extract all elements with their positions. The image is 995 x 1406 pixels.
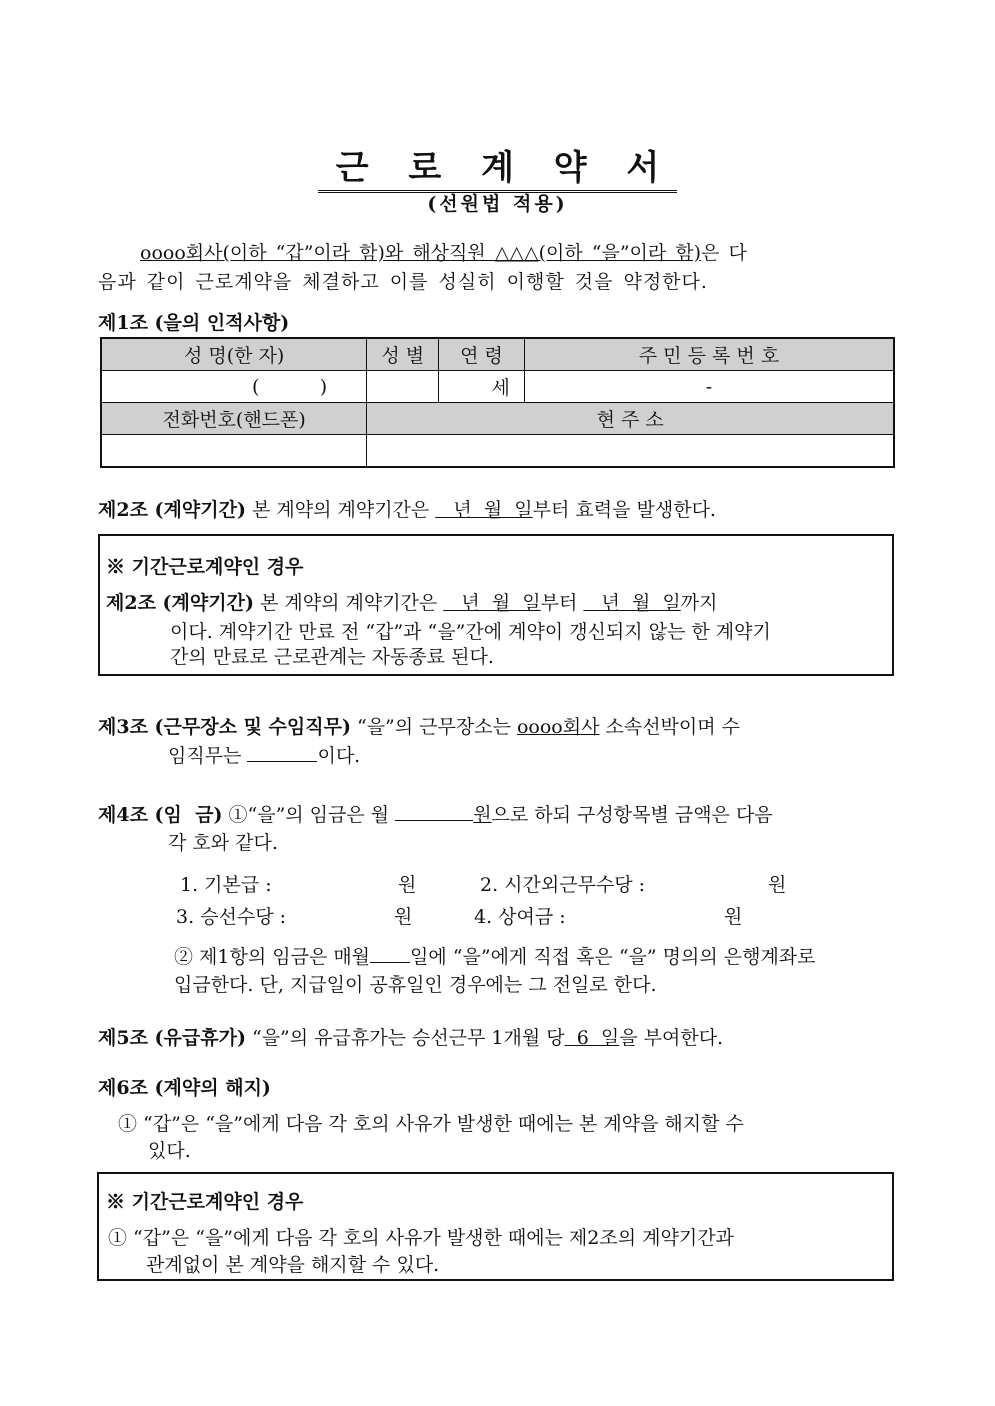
art4-line-1: 제4조 (임 금) ①“을”의 임금은 월 원으로 하되 구성항목별 금액은 다음 <box>98 804 773 826</box>
art5-days: 6 일 <box>564 1027 620 1049</box>
box1-end-blank: 년 월 일 <box>583 592 681 614</box>
header-name: 성 명(한 자) <box>101 338 367 371</box>
art2-label: 제2조 (계약기간) <box>98 499 246 521</box>
cell-address <box>367 435 894 468</box>
intro-parties: (이하 “갑”이라 함)와 해상직원 △△△(이하 “을”이라 함) <box>222 242 702 264</box>
art4-line-2: 각 호와 같다. <box>168 832 278 854</box>
art4-para2-line-2: 입금한다. 단, 지급일이 공휴일인 경우에는 그 전일로 한다. <box>174 974 657 996</box>
box1-start-blank: 년 월 일 <box>443 592 541 614</box>
header-resident-number: 주 민 등 록 번 호 <box>524 338 894 371</box>
art3-line-1: 제3조 (근무장소 및 수임직무) “을”의 근무장소는 oooo회사 소속선박이며 수 <box>98 716 741 738</box>
intro-line-1 <box>140 238 747 265</box>
art3-duty-blank <box>247 743 317 762</box>
wage-item-1: 1. 기본급 : <box>180 874 272 896</box>
payday-blank <box>370 944 410 963</box>
box1-line-3: 간의 만료로 근로관계는 자동종료 된다. <box>170 646 494 668</box>
art6-heading: 제6조 (계약의 해지) <box>98 1077 271 1099</box>
art4-wage-blank <box>395 802 473 821</box>
box1-line-1: 제2조 (계약기간) 본 계약의 계약기간은 년 월 일부터 년 월 일까지 <box>106 592 718 614</box>
box2-line-2: 관계없이 본 계약을 해지할 수 있다. <box>146 1254 440 1276</box>
cell-age: 세 <box>439 371 525 403</box>
intro-company: oooo회사 <box>140 242 223 264</box>
cell-gender <box>367 371 439 403</box>
wage-item-4: 4. 상여금 : <box>474 906 566 928</box>
header-age: 연 령 <box>439 338 525 371</box>
art4-para2-line-1: ② 제1항의 임금은 매월 일에 “을”에게 직접 혹은 “을” 명의의 은행계좌로 <box>174 946 816 968</box>
art5-line: 제5조 (유급휴가) “을”의 유급휴가는 승선근무 1개월 당 6 일을 부여한다. <box>98 1027 724 1049</box>
header-address: 현 주 소 <box>367 403 894 435</box>
wage-item-2: 2. 시간외근무수당 : <box>480 874 646 896</box>
personal-info-table <box>100 337 895 468</box>
document-subtitle: (선원법 적용) <box>427 193 568 215</box>
art2-date-blank: 년 월 일 <box>435 499 533 521</box>
art3-line-2: 임직무는 이다. <box>168 745 361 767</box>
art6-para1-line-2: 있다. <box>148 1140 191 1162</box>
art1-heading: 제1조 (을의 인적사항) <box>98 312 290 334</box>
box2-note: ※ 기간근로계약인 경우 <box>106 1191 304 1213</box>
cell-phone <box>101 435 367 468</box>
box2-line-1: ① “갑”은 “을”에게 다음 각 호의 사유가 발생한 때에는 제2조의 계약기간과 <box>108 1227 734 1249</box>
cell-resident-number: - <box>524 371 894 403</box>
document-title: 근 로 계 약 서 <box>0 140 995 189</box>
intro-line-2: 음과 같이 근로계약을 체결하고 이를 성실히 이행할 것을 약정한다. <box>98 271 708 293</box>
art2-line: 제2조 (계약기간) 본 계약의 계약기간은 년 월 일부터 효력을 발생한다. <box>98 499 716 521</box>
box1-line-2: 이다. 계약기간 만료 전 “갑”과 “을”간에 계약이 갱신되지 않는 한 계약기 <box>170 621 771 643</box>
wage-item-3: 3. 승선수당 : <box>176 906 287 928</box>
cell-name: ( ) <box>101 371 367 403</box>
box1-note: ※ 기간근로계약인 경우 <box>106 556 304 578</box>
header-phone: 전화번호(핸드폰) <box>101 403 367 435</box>
header-gender: 성 별 <box>367 338 439 371</box>
intro-tail: 은 다 <box>701 242 747 264</box>
art6-para1-line-1: ① “갑”은 “을”에게 다음 각 호의 사유가 발생한 때에는 본 계약을 해지할 수 <box>118 1113 744 1135</box>
art3-company: oooo회사 <box>516 716 600 738</box>
